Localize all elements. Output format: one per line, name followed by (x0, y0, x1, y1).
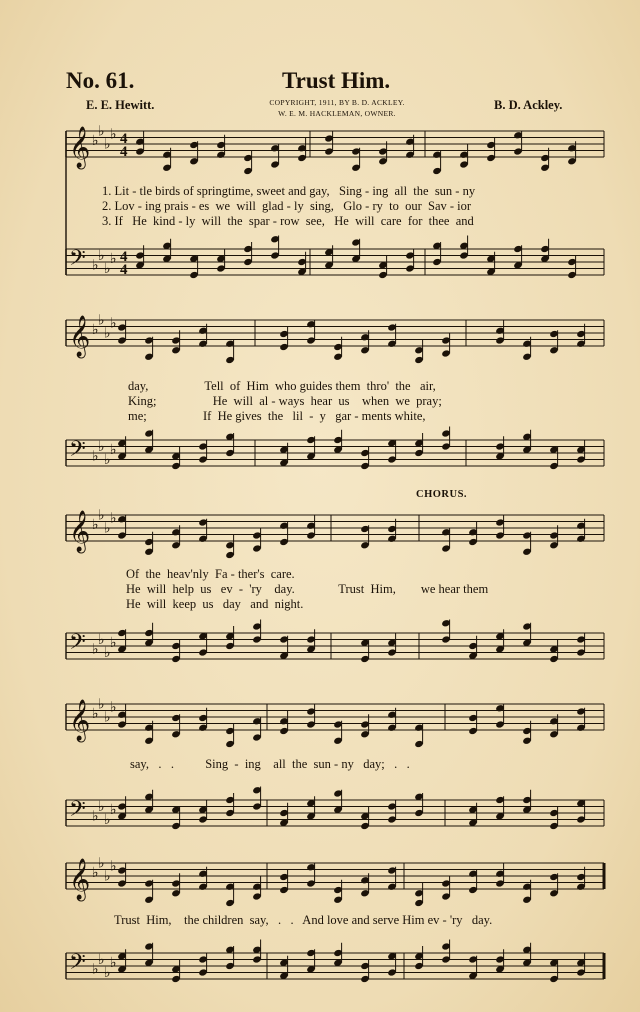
flat-icon: ♭ (98, 438, 105, 455)
flat-icon: ♭ (92, 706, 99, 722)
lyric-line: 3. If He kind - ly will the spar - row see, He will care for thee and (102, 214, 474, 228)
flat-icon: ♭ (98, 951, 105, 968)
flat-icon: ♭ (104, 260, 111, 277)
flat-icon: ♭ (104, 811, 111, 828)
flat-icon: ♭ (110, 315, 117, 332)
flat-icon: ♭ (98, 696, 105, 713)
flat-icon: ♭ (92, 517, 99, 533)
hymn-title: Trust Him. (282, 68, 391, 93)
bass-clef-icon: 𝄢 (69, 246, 86, 276)
flat-icon: ♭ (104, 709, 111, 726)
bass-clef-icon: 𝄢 (69, 950, 86, 980)
lyric-line: day, Tell of Him who guides them thro' the air, (128, 379, 436, 393)
bass-clef-icon: 𝄢 (69, 797, 86, 827)
copyright-line: COPYRIGHT, 1911, BY B. D. ACKLEY. (269, 98, 405, 107)
flat-icon: ♭ (110, 251, 117, 267)
treble-clef-icon: 𝄞 (69, 316, 91, 357)
flat-icon: ♭ (98, 123, 105, 140)
composer: B. D. Ackley. (494, 98, 563, 112)
flat-icon: ♭ (98, 631, 105, 648)
lyric-line: He will keep us day and night. (126, 597, 304, 611)
flat-icon: ♭ (110, 510, 117, 527)
flat-icon: ♭ (110, 699, 117, 716)
bass-clef-icon: 𝄢 (69, 437, 86, 467)
copyright-owner-line: W. E. M. HACKLEMAN, OWNER. (278, 109, 396, 118)
flat-icon: ♭ (92, 257, 99, 274)
lyric-line: say, . . Sing - ing all the sun - ny day; . . (130, 757, 410, 771)
flat-icon: ♭ (110, 802, 117, 818)
flat-icon: ♭ (98, 798, 105, 815)
flat-icon: ♭ (98, 507, 105, 524)
flat-icon: ♭ (104, 325, 111, 342)
time-signature: 4 (120, 249, 128, 265)
flat-icon: ♭ (110, 442, 117, 458)
lyric-line: 2. Lov - ing prais - es we will glad - ly sing, Glo - ry to our Sav - ior (102, 199, 472, 213)
lyric-line: Trust Him, the children say, . . And love and serve Him ev - 'ry day. (114, 913, 493, 927)
flat-icon: ♭ (104, 520, 111, 537)
flat-icon: ♭ (92, 808, 99, 825)
flat-icon: ♭ (110, 955, 117, 971)
flat-icon: ♭ (98, 312, 105, 329)
flat-icon: ♭ (98, 247, 105, 264)
flat-icon: ♭ (110, 126, 117, 143)
lyric-line: King; He will al - ways hear us when we pray; (128, 394, 442, 408)
lyricist: E. E. Hewitt. (86, 98, 155, 112)
chorus-label: CHORUS. (416, 489, 468, 500)
hymn-number: No. 61. (66, 68, 135, 93)
flat-icon: ♭ (92, 865, 99, 881)
lyric-line: He will help us ev - 'ry day. Trust Him, we hear them (126, 582, 489, 596)
time-signature: 4 (120, 131, 128, 147)
flat-icon: ♭ (92, 961, 99, 978)
lyric-line: 1. Lit - tle birds of springtime, sweet and gay, Sing - ing all the sun - ny (102, 184, 476, 198)
flat-icon: ♭ (92, 448, 99, 465)
lyric-line: me; If He gives the lil - y gar - ments white, (128, 409, 426, 423)
treble-clef-icon: 𝄞 (69, 859, 91, 900)
time-signature: 4 (120, 144, 128, 160)
flat-icon: ♭ (98, 855, 105, 872)
flat-icon: ♭ (104, 868, 111, 885)
flat-icon: ♭ (92, 322, 99, 338)
bass-clef-icon: 𝄢 (69, 630, 86, 660)
flat-icon: ♭ (104, 644, 111, 661)
flat-icon: ♭ (110, 858, 117, 875)
treble-clef-icon: 𝄞 (69, 127, 91, 168)
flat-icon: ♭ (92, 641, 99, 658)
flat-icon: ♭ (92, 133, 99, 149)
lyric-line: Of the heav'nly Fa - ther's care. (126, 567, 295, 581)
flat-icon: ♭ (104, 136, 111, 153)
time-signature: 4 (120, 262, 128, 278)
flat-icon: ♭ (110, 635, 117, 651)
treble-clef-icon: 𝄞 (69, 511, 91, 552)
flat-icon: ♭ (104, 964, 111, 981)
treble-clef-icon: 𝄞 (69, 700, 91, 741)
flat-icon: ♭ (104, 451, 111, 468)
